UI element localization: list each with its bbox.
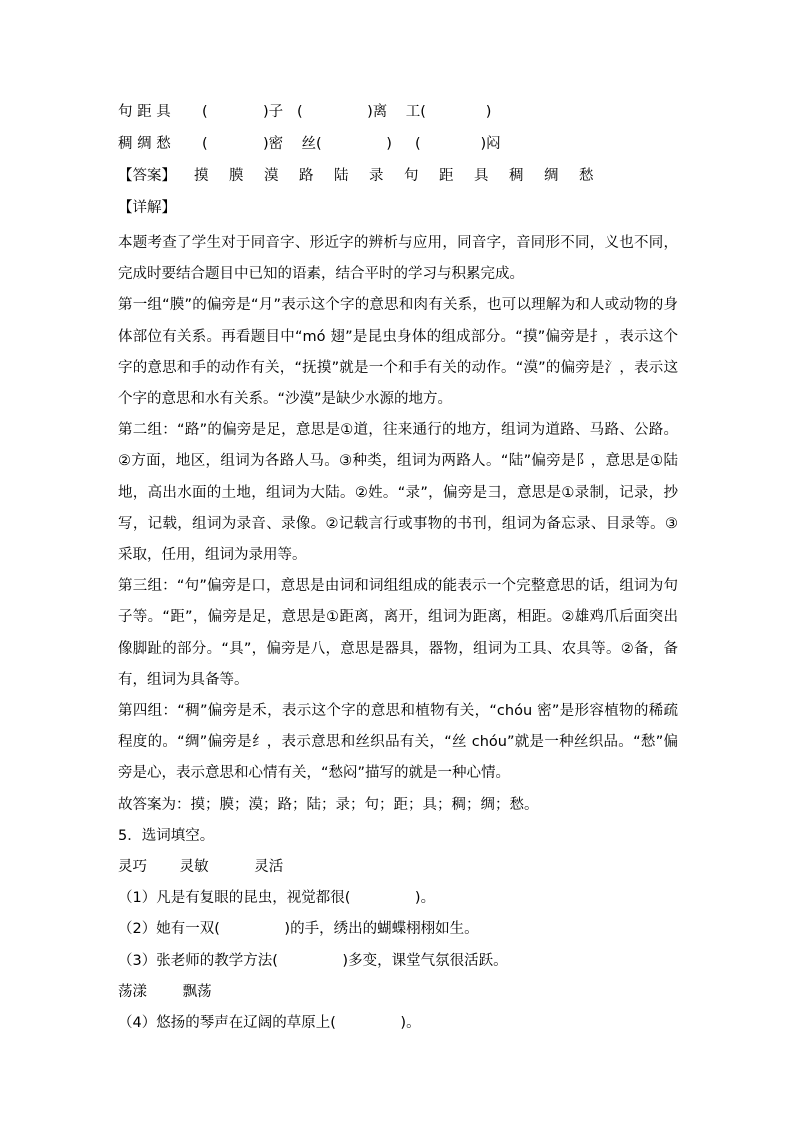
paragraph: 第二组：“路”的偏旁是足，意思是①道，往来通行的地方，组词为道路、马路、公路。②方面，地区，组词为各路人马。③种类，组词为两路人。“陆”偏旁是阝，意思是①陆地，高出水面的土地，组词为大陆。②姓。“录”，偏旁是彐，意思是①录制，记录，抄写，记载，组词为录音、录像。②记载言行或事物的书刊，组词为备忘录、目录等。③采取，任用，组词为录用等。 xyxy=(118,422,678,564)
answer-item: 路 xyxy=(299,168,314,184)
answer-item: 具 xyxy=(474,168,489,184)
document-page xyxy=(118,100,678,1039)
fill-item: （2）她有一双( )的手，绣出的蝴蝶栩栩如生。 xyxy=(118,921,479,938)
answer-item: 距 xyxy=(439,168,454,184)
fill-row-chars: 稠 绸 愁 xyxy=(118,136,171,152)
word-choice: 灵敏 xyxy=(179,859,209,876)
word-choices-2 xyxy=(118,977,678,1008)
paragraph: 第一组“膜”的偏旁是“月”表示这个字的意思和肉有关系，也可以理解为和人或动物的身体部位有关系。再看题目中“mó 翅”是昆虫身体的组成部分。“摸”偏旁是扌，表示这个字的意思和手的动作有关，“抚摸”就是一个和手有关的动作。“漠”的偏旁是氵，表示这个字的意思和水有关系。“沙漠”是缺少水源的地方。 xyxy=(118,297,678,408)
answer-item: 愁 xyxy=(579,168,594,184)
fill-row-blanks: ( )子 ( )离 工( ) xyxy=(202,104,492,120)
word-choice: 飘荡 xyxy=(182,983,212,1000)
answer-row xyxy=(118,164,678,196)
answer-item: 陆 xyxy=(334,168,349,184)
fill-item: （4）悠扬的琴声在辽阔的草原上( )。 xyxy=(118,1015,421,1032)
fill-item: （3）张老师的教学方法( )多变，课堂气氛很活跃。 xyxy=(118,952,508,969)
word-choice: 灵活 xyxy=(254,859,284,876)
answer-item: 句 xyxy=(404,168,419,184)
fill-item: （1）凡是有复眼的昆虫，视觉都很( )。 xyxy=(118,890,436,907)
answer-label: 【答案】 xyxy=(118,168,176,184)
answer-item: 膜 xyxy=(229,168,244,184)
fill-row-blanks: ( )密 丝( ) ( )闷 xyxy=(202,136,501,152)
paragraph: 第四组：“稠”偏旁是禾，表示这个字的意思和植物有关，“chóu 密”是形容植物的稀疏程度的。“绸”偏旁是纟，表示意思和丝织品有关，“丝 chóu”就是一种丝织品。“愁”偏旁是心，表示意思和心情有关，“愁闷”描写的就是一种心情。 xyxy=(118,703,678,782)
answer-item: 绸 xyxy=(544,168,559,184)
question-title: 5．选词填空。 xyxy=(118,827,215,844)
answer-item: 漠 xyxy=(264,168,279,184)
fill-row-2 xyxy=(118,132,678,164)
paragraph: 本题考查了学生对于同音字、形近字的辨析与应用，同音字，音同形不同，义也不同，完成时要结合题目中已知的语素，结合平时的学习与积累完成。 xyxy=(118,235,678,283)
detail-label: 【详解】 xyxy=(118,200,176,216)
word-choices-1 xyxy=(118,852,678,883)
answer-item: 录 xyxy=(369,168,384,184)
fill-row-1 xyxy=(118,100,678,132)
paragraph: 故答案为：摸；膜；漠；路；陆；录；句；距；具；稠；绸；愁。 xyxy=(118,796,539,813)
word-choice: 荡漾 xyxy=(118,983,147,1000)
word-choice: 灵巧 xyxy=(118,859,147,876)
detail-label-row xyxy=(118,196,678,228)
paragraph: 第三组：“句”偏旁是口，意思是由词和词组组成的能表示一个完整意思的话，组词为句子等。“距”，偏旁是足，意思是①距离，离开，组词为距离，相距。②雄鸡爪后面突出像脚趾的部分。“具”，偏旁是八，意思是器具，器物，组词为工具、农具等。②备，备有，组词为具备等。 xyxy=(118,578,678,688)
answer-item: 摸 xyxy=(194,168,209,184)
answer-item: 稠 xyxy=(509,168,524,184)
fill-row-chars: 句 距 具 xyxy=(118,104,171,120)
